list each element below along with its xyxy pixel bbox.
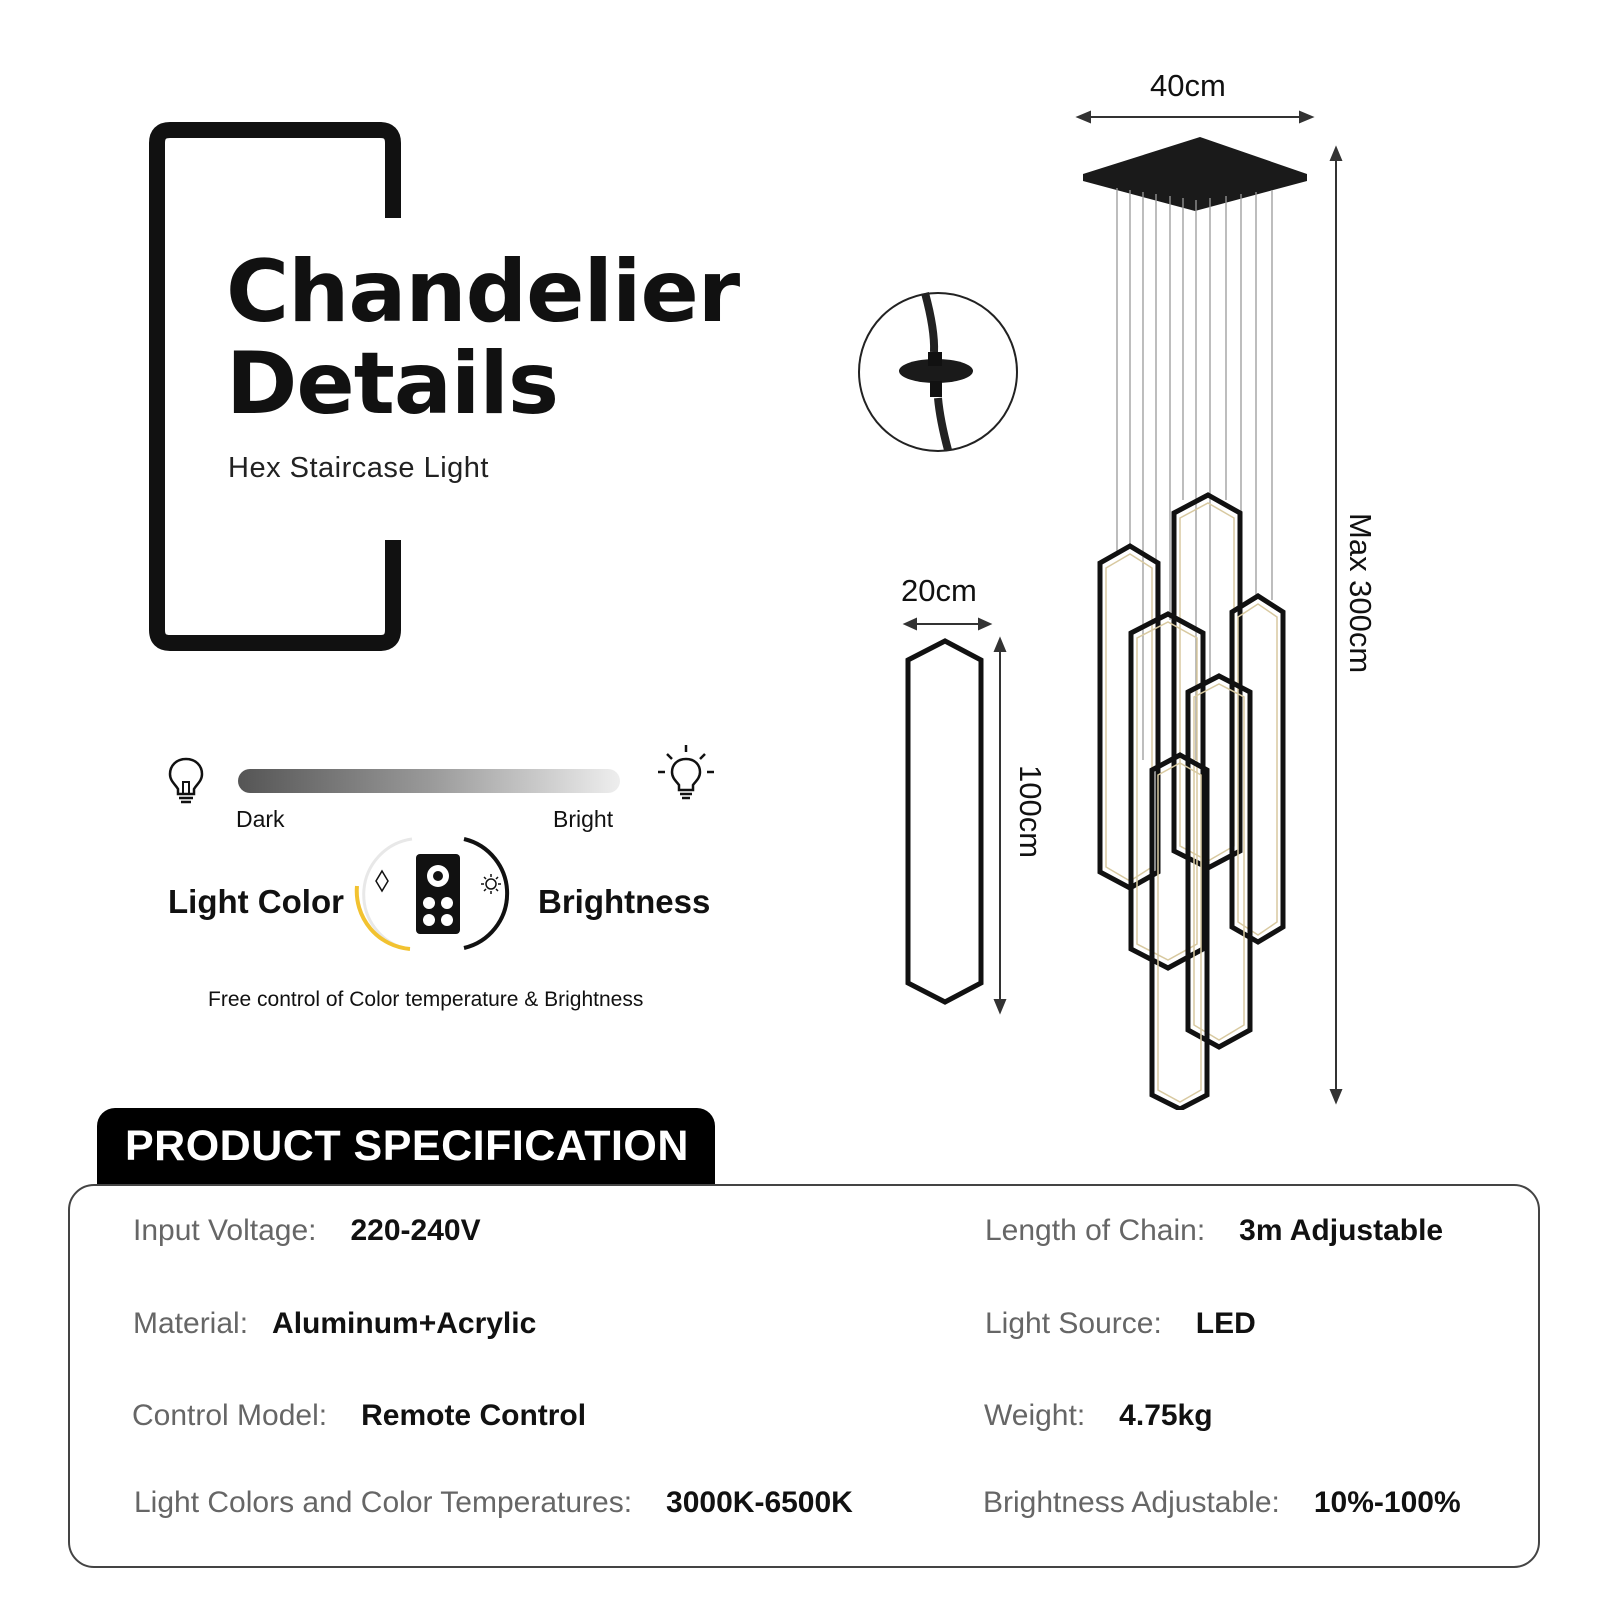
spec-label: Light Source: (985, 1307, 1162, 1340)
spec-label: Brightness Adjustable: (983, 1486, 1280, 1519)
remote-caption: Free control of Color temperature & Brightness (208, 988, 644, 1011)
spec-input-voltage (133, 1214, 481, 1248)
slider-label-bright: Bright (553, 806, 614, 832)
spec-heading-tab: PRODUCT SPECIFICATION (97, 1108, 715, 1184)
slider-label-dark: Dark (236, 806, 285, 832)
brightness-label: Brightness (538, 883, 711, 920)
spec-control-model (132, 1399, 586, 1433)
spec-value: 3m Adjustable (1239, 1214, 1444, 1247)
spec-value: Remote Control (361, 1399, 587, 1432)
spec-label: Control Model: (132, 1399, 328, 1432)
cable-detail-zoom (859, 293, 1017, 451)
spec-value: Aluminum+Acrylic (272, 1307, 537, 1340)
spec-label: Light Colors and Color Temperatures: (134, 1486, 633, 1519)
spec-light-source (985, 1307, 1256, 1341)
spec-brightness-adjustable (983, 1486, 1461, 1520)
suspension-wires (1117, 188, 1272, 760)
spec-value: LED (1195, 1307, 1256, 1340)
canopy-width-label: 40cm (1150, 68, 1226, 103)
spec-color-temperature (134, 1486, 853, 1520)
spec-label: Length of Chain: (985, 1214, 1206, 1247)
title-line-2: Details (226, 334, 559, 434)
spec-weight (984, 1399, 1213, 1433)
max-height-arrow (1331, 148, 1341, 1102)
max-height-label: Max 300cm (1343, 513, 1378, 674)
single-pendant-dimension (905, 619, 1005, 1012)
spec-material (133, 1307, 536, 1341)
spec-label: Material: (133, 1307, 249, 1340)
spec-chain-length (985, 1214, 1443, 1248)
spec-value: 4.75kg (1119, 1399, 1213, 1432)
canopy-width-arrow (1078, 112, 1312, 122)
spec-label: Input Voltage: (133, 1214, 317, 1247)
light-color-label: Light Color (168, 883, 344, 920)
spec-value: 220-240V (350, 1214, 481, 1247)
page-subtitle: Hex Staircase Light (228, 452, 489, 484)
spec-value: 10%-100% (1313, 1486, 1461, 1519)
pendant-height-label: 100cm (1013, 765, 1048, 859)
pendant-width-label: 20cm (901, 573, 977, 608)
spec-value: 3000K-6500K (666, 1486, 853, 1519)
spec-label: Weight: (984, 1399, 1086, 1432)
title-line-1: Chandelier (226, 242, 740, 342)
